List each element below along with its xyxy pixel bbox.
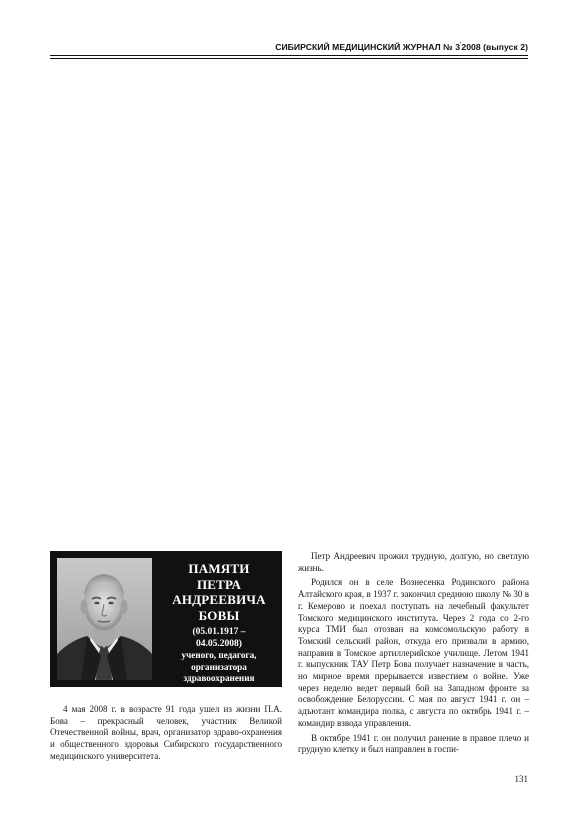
memorial-title-line: АНДРЕЕВИЧА — [172, 592, 266, 607]
memorial-title-line: БОВЫ — [198, 607, 240, 623]
memorial-role-line: здравоохранения — [183, 673, 255, 683]
left-column — [50, 704, 282, 763]
page-number: 131 — [514, 774, 528, 784]
memorial-title-line: ПАМЯТИ — [188, 561, 250, 576]
memorial-title-line: ПЕТРА — [196, 576, 242, 592]
memorial-heading — [160, 561, 278, 685]
header-rule-thin — [50, 58, 528, 59]
memorial-dates-line: 04.05.2008) — [196, 638, 242, 649]
memorial-dates-line: (05.01.1917 – — [192, 627, 246, 637]
portrait-photo — [57, 558, 152, 680]
header-rule-thick — [50, 55, 528, 56]
journal-year-issue: 2008 (выпуск 2) — [461, 42, 528, 52]
memorial-role-line: ученого, педагога, — [181, 650, 257, 660]
body-paragraph: В октябре 1941 г. он получил ранение в правое плечо и грудную клетку и был направлен в госпи- — [298, 732, 529, 755]
right-column — [298, 551, 529, 756]
body-paragraph: Родился он в селе Вознесенка Родинского района Алтайского края, в 1937 г. закончил среднюю школу № 30 в г. Кемерово и поехал поступать на лечебный факультет Томского медицинского института. Через 2 года со 2-го курса ТМИ был отозван на комсомольскую работу в Томский сельский район, откуда его призвали в армию, направив в Томское артиллерийское училище. Летом 1941 г. выпускник ТАУ Петр Бова получает назначение в часть, но мирное время прерывается известием о войне. Уже через неделю ведет первый бой на Западном фронте за освобождение Белоруссии. С мая по август 1941 г. он – адъютант командира полка, с августа по октябрь 1941 г. – командир взвода управления. — [298, 577, 529, 728]
obituary-paragraph: 4 мая 2008 г. в возрасте 91 года ушел из жизни П.А. Бова – прекрасный человек, участник Великой Отечественной войны, врач, организатор здраво-охранения и общественного здоровья Сибирского государственного медицинского университета. — [50, 704, 282, 761]
journal-title: СИБИРСКИЙ МЕДИЦИНСКИЙ ЖУРНАЛ № 3 — [275, 42, 461, 52]
issue-superscript: ' — [460, 42, 462, 49]
body-paragraph: Петр Андреевич прожил трудную, долгую, но светлую жизнь. — [298, 551, 529, 573]
memorial-role-line: организатора — [191, 661, 247, 672]
journal-header — [50, 42, 528, 52]
memorial-box — [50, 551, 282, 687]
